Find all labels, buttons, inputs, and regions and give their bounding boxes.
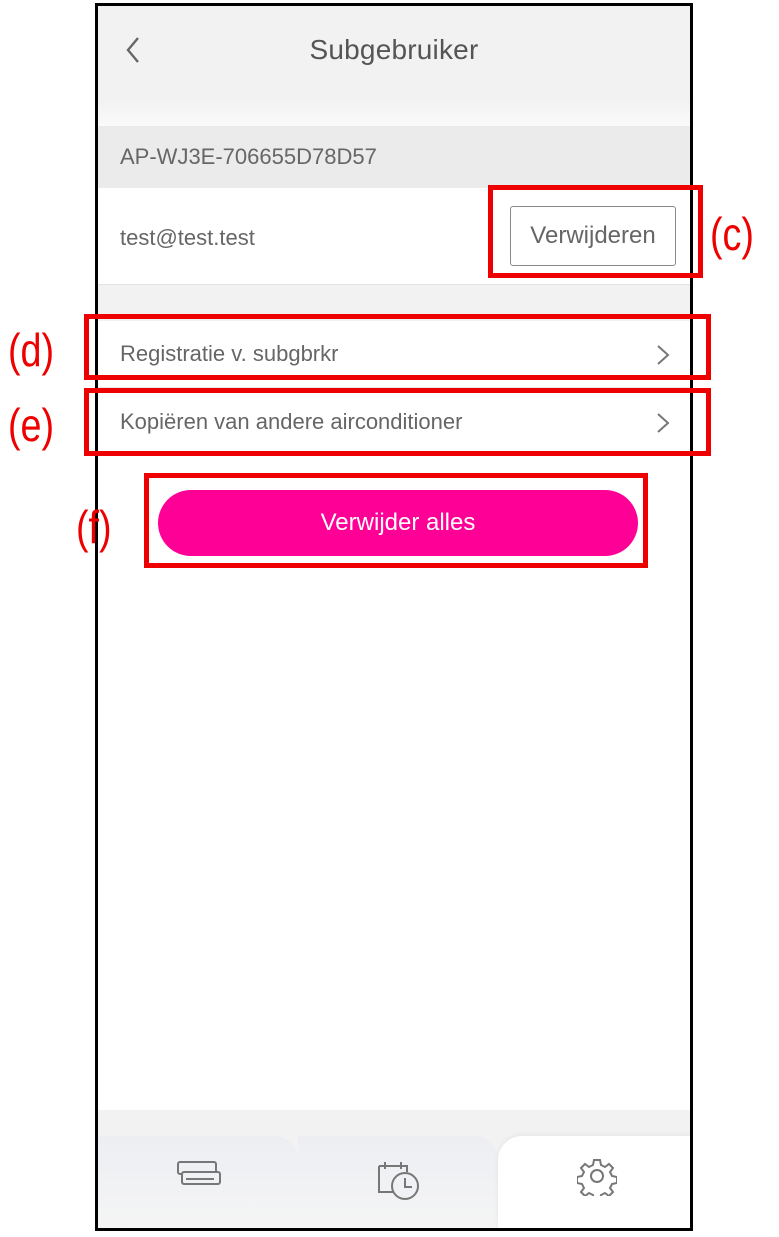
header [98,6,690,126]
device-section-header [98,126,690,188]
callout-box-c [488,185,703,278]
callout-label-c: (c) [710,208,754,260]
callout-box-d [84,314,711,380]
page-title: Subgebruiker [309,34,479,65]
callout-label-f: (f) [76,501,112,553]
callout-box-f [144,473,648,568]
bottom-tab-bar [98,1110,690,1228]
tab-settings[interactable] [498,1136,693,1230]
tab-aircon-list[interactable] [98,1136,298,1230]
callout-label-e: (e) [8,399,55,451]
remove-subuser-button[interactable]: Verwijderen [510,206,676,266]
callout-label-d: (d) [8,324,55,376]
delete-all-button[interactable]: Verwijder alles [158,490,638,556]
device-id: AP-WJ3E-706655D78D57 [120,144,377,169]
timer-icon [373,1156,423,1202]
tab-timer[interactable] [298,1136,498,1230]
register-subuser-label: Registratie v. subgbrkr [120,341,339,366]
settings-gear-icon [577,1156,617,1196]
callout-box-e [84,388,711,456]
subuser-email: test@test.test [120,225,255,250]
copy-from-aircon-label: Kopiëren van andere airconditioner [120,409,463,434]
aircon-list-icon [174,1156,222,1192]
